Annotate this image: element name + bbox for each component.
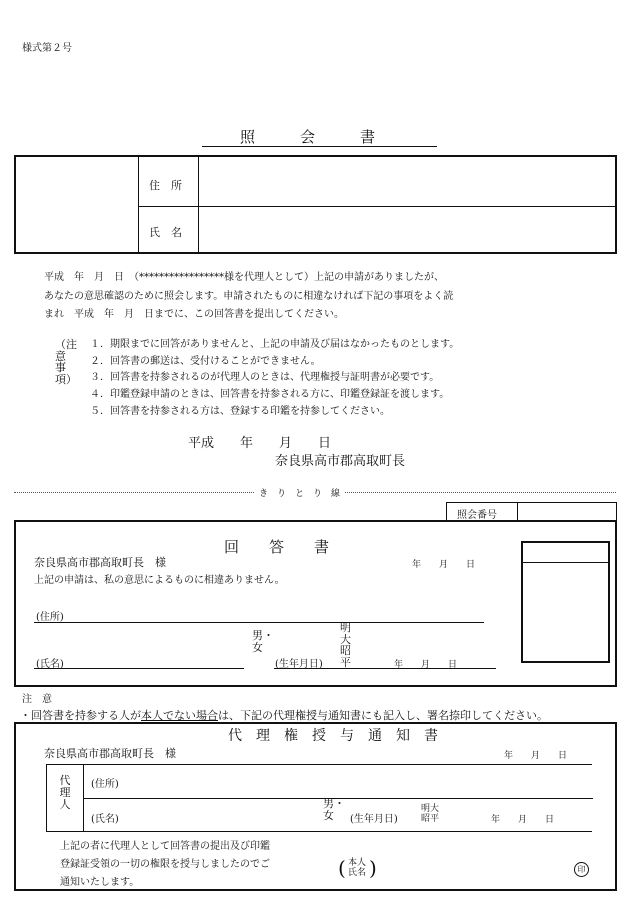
title-underline [202,146,437,147]
inquiry-issuer: 奈良県高市郡高取町長 [275,454,406,469]
proxy-sex-label: 男・女 [323,797,345,822]
cut-line-label: き り と り 線 [255,486,344,499]
inquiry-body-line-3: まれ 平成 年 月 日までに、この回答書を提出してください。 [44,309,344,320]
proxy-body-line-1: 上記の者に代理人として回答書の提出及び印鑑 [60,841,270,852]
reply-statement: 上記の申請は、私の意思によるものに相違ありません。 [34,575,285,586]
proxy-address-label: (住所) [91,779,119,790]
principal-label: 本人氏名 [348,858,367,878]
proxy-agent-table [46,764,592,832]
principal-close-paren: ) [369,856,377,880]
reply-birth-underline [274,668,496,669]
reply-sex-label: 男・女 [252,629,274,654]
reply-date: 年 月 日 [412,560,476,570]
ref-number-label: 照会番号 [457,510,497,521]
ref-number-box [446,502,617,521]
proxy-date: 年 月 日 [504,751,568,761]
note-item-5: ５．回答書を持参される方は、登録する印鑑を持参してください。 [90,406,390,417]
note-item-4: ４．印鑑登録申請のときは、回答書を持参される方に、印鑑登録証を渡します。 [90,389,450,400]
reply-title: 回 答 書 [224,538,330,556]
reply-address-label: (住所) [36,612,64,623]
inquiry-address-field [201,160,611,202]
proxy-agent-label: 代理人 [59,774,71,811]
notes-label [55,338,77,386]
proxy-name-label: (氏名) [91,814,119,825]
proxy-birth-date: 年 月 日 [491,815,555,825]
inquiry-body-line-2: あなたの意思確認のために照会します。申請されたものに相違なければ下記の事項をよく読 [44,291,454,302]
inquiry-name-label: 氏 名 [149,226,182,239]
principal-open-paren: ( [338,856,346,880]
reply-box [14,520,617,687]
reply-address-underline [34,622,484,623]
reply-era-label: 明大昭平 [340,621,351,669]
inquiry-title: 照 会 書 [240,128,376,146]
proxy-addressee: 奈良県高市郡高取町長 様 [44,747,176,760]
proxy-body-line-3: 通知いたします。 [60,877,140,888]
reply-name-label: (氏名) [36,659,64,670]
notice-line [20,707,548,723]
proxy-birth-label: (生年月日) [350,814,398,825]
notice-prefix: ・回答書を持参する人が [20,709,141,722]
proxy-box [14,722,617,891]
inquiry-addressee-box [14,155,617,254]
inquiry-date: 平成 年 月 日 [188,436,332,451]
reply-addressee: 奈良県高市郡高取町長 様 [34,556,166,569]
note-item-1: １．期限までに回答がありませんと、上記の申請及び届はなかったものとします。 [90,339,460,350]
inquiry-address-label: 住 所 [149,179,182,192]
notes-label-text: （注意事項） [55,338,77,386]
notice-heading: 注 意 [22,694,52,705]
form-number: 様式第２号 [22,43,72,54]
seal-mark: 印 [574,862,589,877]
inquiry-body-line-1: 平成 年 月 日 （*****************様を代理人として）上記の申請がありましたが、 [44,272,444,283]
reply-birth-date: 年 月 日 [394,660,458,670]
note-item-3: ３．回答書を持参されるのが代理人のときは、代理権授与証明書が必要です。 [90,372,440,383]
notice-suffix: は、下記の代理権授与通知書にも記入し、署名捺印してください。 [218,709,548,722]
inquiry-name-field [201,209,611,251]
ref-number-field [519,504,614,520]
reply-birth-label: (生年月日) [275,659,323,670]
proxy-era-label: 明大昭平 [421,804,440,824]
proxy-body-line-2: 登録証受領の一切の権限を授与しましたのでご [60,859,270,870]
reply-name-underline [34,668,244,669]
reply-seal-box [521,541,610,663]
notice-underlined: 本人でない場合 [141,709,218,722]
note-item-2: ２．回答書の郵送は、受付けることができません。 [90,356,321,367]
proxy-title: 代 理 権 授 与 通 知 書 [228,728,438,744]
